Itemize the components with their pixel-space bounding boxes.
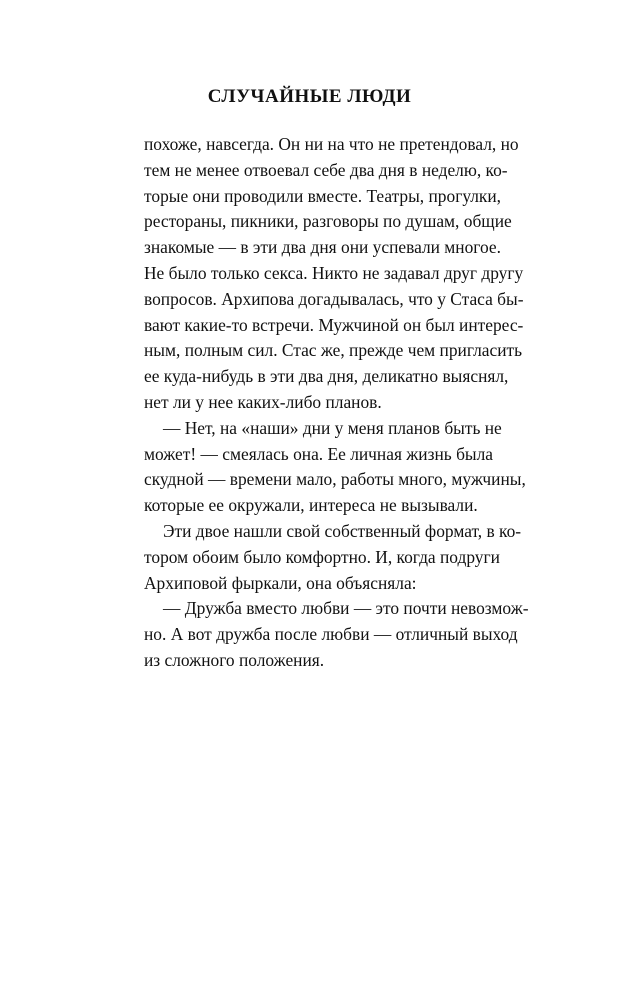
text-line: Не было только секса. Никто не задавал друг другу [144, 262, 524, 283]
text-line: Эти двое нашли свой собственный формат, в ко- [163, 520, 522, 541]
text-line: похоже, навсегда. Он ни на что не претендовал, но [144, 134, 519, 154]
text-line: знакомые — в эти два дня они успевали многое. [144, 237, 501, 258]
text-line: рестораны, пикники, разговоры по душам, общие [144, 211, 512, 232]
text-line: тем не менее отвоевал себе два дня в неделю, ко- [144, 159, 508, 180]
text-line: ным, полным сил. Стас же, прежде чем пригласить [144, 340, 523, 361]
text-line: — Нет, на «наши» дни у меня планов быть не [163, 417, 502, 438]
text-line: ее куда-нибудь в эти два дня, деликатно выяснял, [144, 366, 509, 387]
text-line: — Дружба вместо любви — это почти невозмож- [163, 598, 529, 619]
text-line: скудной — времени мало, работы много, мужчины, [144, 469, 526, 490]
text-line: Архиповой фыркали, она объясняла: [144, 572, 417, 593]
running-head-title: СЛУЧАЙНЫЕ ЛЮДИ [207, 86, 412, 107]
text-line: тором обоим было комфортно. И, когда подруги [144, 546, 500, 567]
text-line: вопросов. Архипова догадывалась, что у Стаса бы- [144, 288, 524, 309]
text-line: может! — смеялась она. Ее личная жизнь была [144, 443, 494, 464]
text-line: вают какие-то встречи. Мужчиной он был интерес- [144, 314, 524, 335]
text-line: из сложного положения. [144, 649, 325, 670]
text-line: которые ее окружали, интереса не вызывали. [144, 495, 478, 516]
text-line: торые они проводили вместе. Театры, прогулки, [144, 185, 502, 206]
text-line: нет ли у нее каких-либо планов. [144, 391, 382, 412]
body-text [144, 132, 529, 674]
text-line: но. А вот дружба после любви — отличный выход [144, 624, 518, 645]
